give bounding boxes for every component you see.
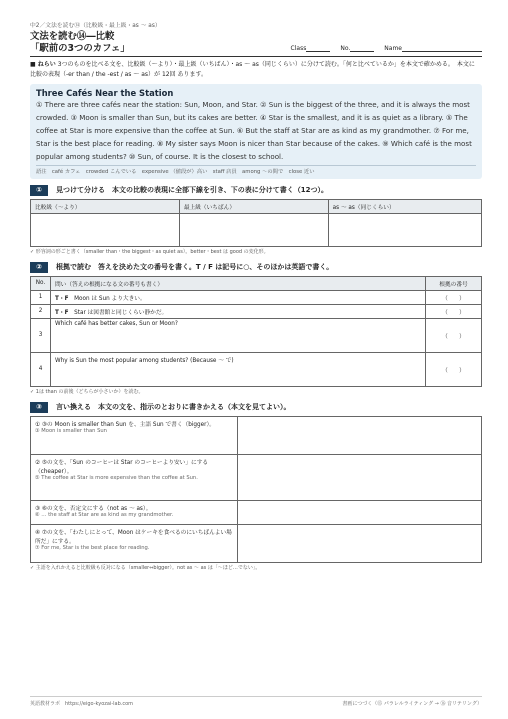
evidence-answer[interactable]: （ ） (426, 318, 482, 352)
aim-label: ■ ねらい (30, 61, 56, 68)
true-false-choice[interactable]: T・F (55, 295, 69, 302)
footer-next: 書画につづく（⑮ パラレルライティング → ⑯ 音リテリング） (342, 701, 482, 707)
section-2-note: ✓ 1は than の前後（どちらが小さいか）を読む。 (30, 388, 144, 395)
table-row (31, 304, 482, 318)
story-title: Three Cafés Near the Station (36, 88, 174, 98)
table-row (31, 500, 482, 524)
rewrite-prompt: ② ⑤の文を、「Sun のコーヒーは Star のコーヒーより安い」にする（cheaper）。 ⑤ The coffee at Star is more expensive than the coffee at Sun. (31, 454, 238, 500)
question-text[interactable]: Why is Sun the most popular among students? (Because ～ で) (51, 352, 426, 386)
question-number: 3 (31, 318, 51, 352)
question-text: T・F Star は図書館と同じくらい静かだ。 (51, 304, 426, 318)
section-3-note: ✓ 主語を入れかえると比較級も反対になる（smaller⇔bigger）。not as ～ as は「～ほど…でない」。 (30, 564, 261, 571)
page-footer (30, 696, 482, 707)
section-1-badge: ① (30, 185, 48, 196)
breadcrumb: 中2／文法を読む⑭（比較級・最上級・as ～ as） (30, 23, 161, 29)
name-field[interactable]: Name (384, 45, 482, 52)
col-question: 問い（答えの根拠になる文の番号も書く） (51, 276, 426, 290)
rewrite-table (30, 416, 482, 563)
rewrite-answer[interactable] (238, 524, 482, 562)
section-2-heading: 根拠で読む 答えを決めた文の番号を書く。T / F は記号に○、そのほかは英語で書く。 (56, 263, 334, 272)
vocab-notes: 語注 café カフェ crowded こんでいる expensive （値段が）高い staff 店員 among ～の間で close 近い (36, 165, 476, 176)
worksheet-page (30, 22, 482, 572)
col-as-as: as ～ as（同じくらい） (328, 199, 481, 213)
title-row (30, 31, 482, 54)
rewrite-prompt: ④ ⑦の文を、「わたしにとって、Moon はケーキを食べるのにいちばんよい場所だ」にする。 ⑦ For me, Star is the best place for reading. (31, 524, 238, 562)
question-text: T・F Moon は Sun より大きい。 (51, 290, 426, 304)
question-table (30, 276, 482, 387)
section-2-badge: ② (30, 262, 48, 273)
section-1-heading: 見つけて分ける 本文の比較の表現に全部下線を引き、下の表に分けて書く（12つ）。 (56, 186, 328, 195)
table-row (31, 454, 482, 500)
section-3-heading: 言い換える 本文の文を、指示のとおりに書きかえる（本文を見てよい）。 (56, 403, 291, 412)
col-no: No. (31, 276, 51, 290)
number-field[interactable]: No. (340, 45, 374, 52)
col-comparative: 比較級（～より） (31, 199, 180, 213)
table-row (31, 290, 482, 304)
footer-site[interactable]: 英語教材ラボ https://eigo-kyozai-lab.com (30, 701, 134, 707)
section-1-note: ✓ 形容詞の形ごと書く（smaller than・the biggest・as quiet as）。better・best は good の変化形。 (30, 248, 269, 255)
table-row (31, 352, 482, 386)
answer-cell-as-as[interactable] (328, 213, 481, 246)
question-text[interactable]: Which café has better cakes, Sun or Moon? (51, 318, 426, 352)
rewrite-answer[interactable] (238, 416, 482, 454)
rewrite-answer[interactable] (238, 500, 482, 524)
student-fields (291, 45, 482, 54)
class-field[interactable]: Class (291, 45, 331, 52)
title-sub: 「駅前の3つのカフェ」 (30, 42, 130, 54)
section-1-header (30, 184, 482, 197)
story-box (30, 84, 482, 179)
table-row (31, 416, 482, 454)
aim-text: 3つのものを比べる文を、比較級（～より）・最上級（いちばん）・as ～ as（同じくらい）に分けて読む。「何と比べているか」を本文で確かめる。 本文に 比較の表現（-er than / the -est / as ～ as）が 12回 あります。 (30, 61, 475, 78)
evidence-answer[interactable]: （ ） (426, 304, 482, 318)
table-row (31, 524, 482, 562)
title-main: 文法を読む⑭―比較 (30, 31, 115, 42)
question-number: 4 (31, 352, 51, 386)
rewrite-prompt: ① ③の Moon is smaller than Sun を、主語 Sun で書く（bigger）。 ③ Moon is smaller than Sun (31, 416, 238, 454)
rewrite-prompt: ③ ⑥の文を、否定文にする（not as ～ as）。 ⑥ … the staff at Star are as kind as my grandmother. (31, 500, 238, 524)
evidence-answer[interactable]: （ ） (426, 290, 482, 304)
question-number: 2 (31, 304, 51, 318)
page-title (30, 31, 130, 54)
section-2-header (30, 261, 482, 274)
answer-cell-comparative[interactable] (31, 213, 180, 246)
rewrite-answer[interactable] (238, 454, 482, 500)
col-evidence: 根拠の番号 (426, 276, 482, 290)
table-row (31, 318, 482, 352)
aim-box (30, 60, 482, 80)
evidence-answer[interactable]: （ ） (426, 352, 482, 386)
question-number: 1 (31, 290, 51, 304)
story-text: ① There are three cafés near the station: Sun, Moon, and Star. ② Sun is the biggest of the three, and it is always the most crowded. ③ Moon is smaller than Sun, but its cakes are better. ④ Star is the smallest, and it is as quiet as a library. ⑤ The coffee at Star is more expensive than the coffee at Sun. ⑥ But the staff at Star are as kind as my grandmother. ⑦ For me, Star is the best place for reading. ⑧ My sister says Moon is nicer than Star because of the cakes. ⑨ Which café is the most popular among students? ⑩ Sun, of course. It is the closest to school. (36, 100, 472, 161)
section-3-header (30, 401, 482, 414)
col-superlative: 最上級（いちばん） (179, 199, 328, 213)
true-false-choice[interactable]: T・F (55, 309, 69, 316)
answer-cell-superlative[interactable] (179, 213, 328, 246)
section-3-badge: ③ (30, 402, 48, 413)
classification-table (30, 199, 482, 247)
title-divider (30, 56, 482, 57)
